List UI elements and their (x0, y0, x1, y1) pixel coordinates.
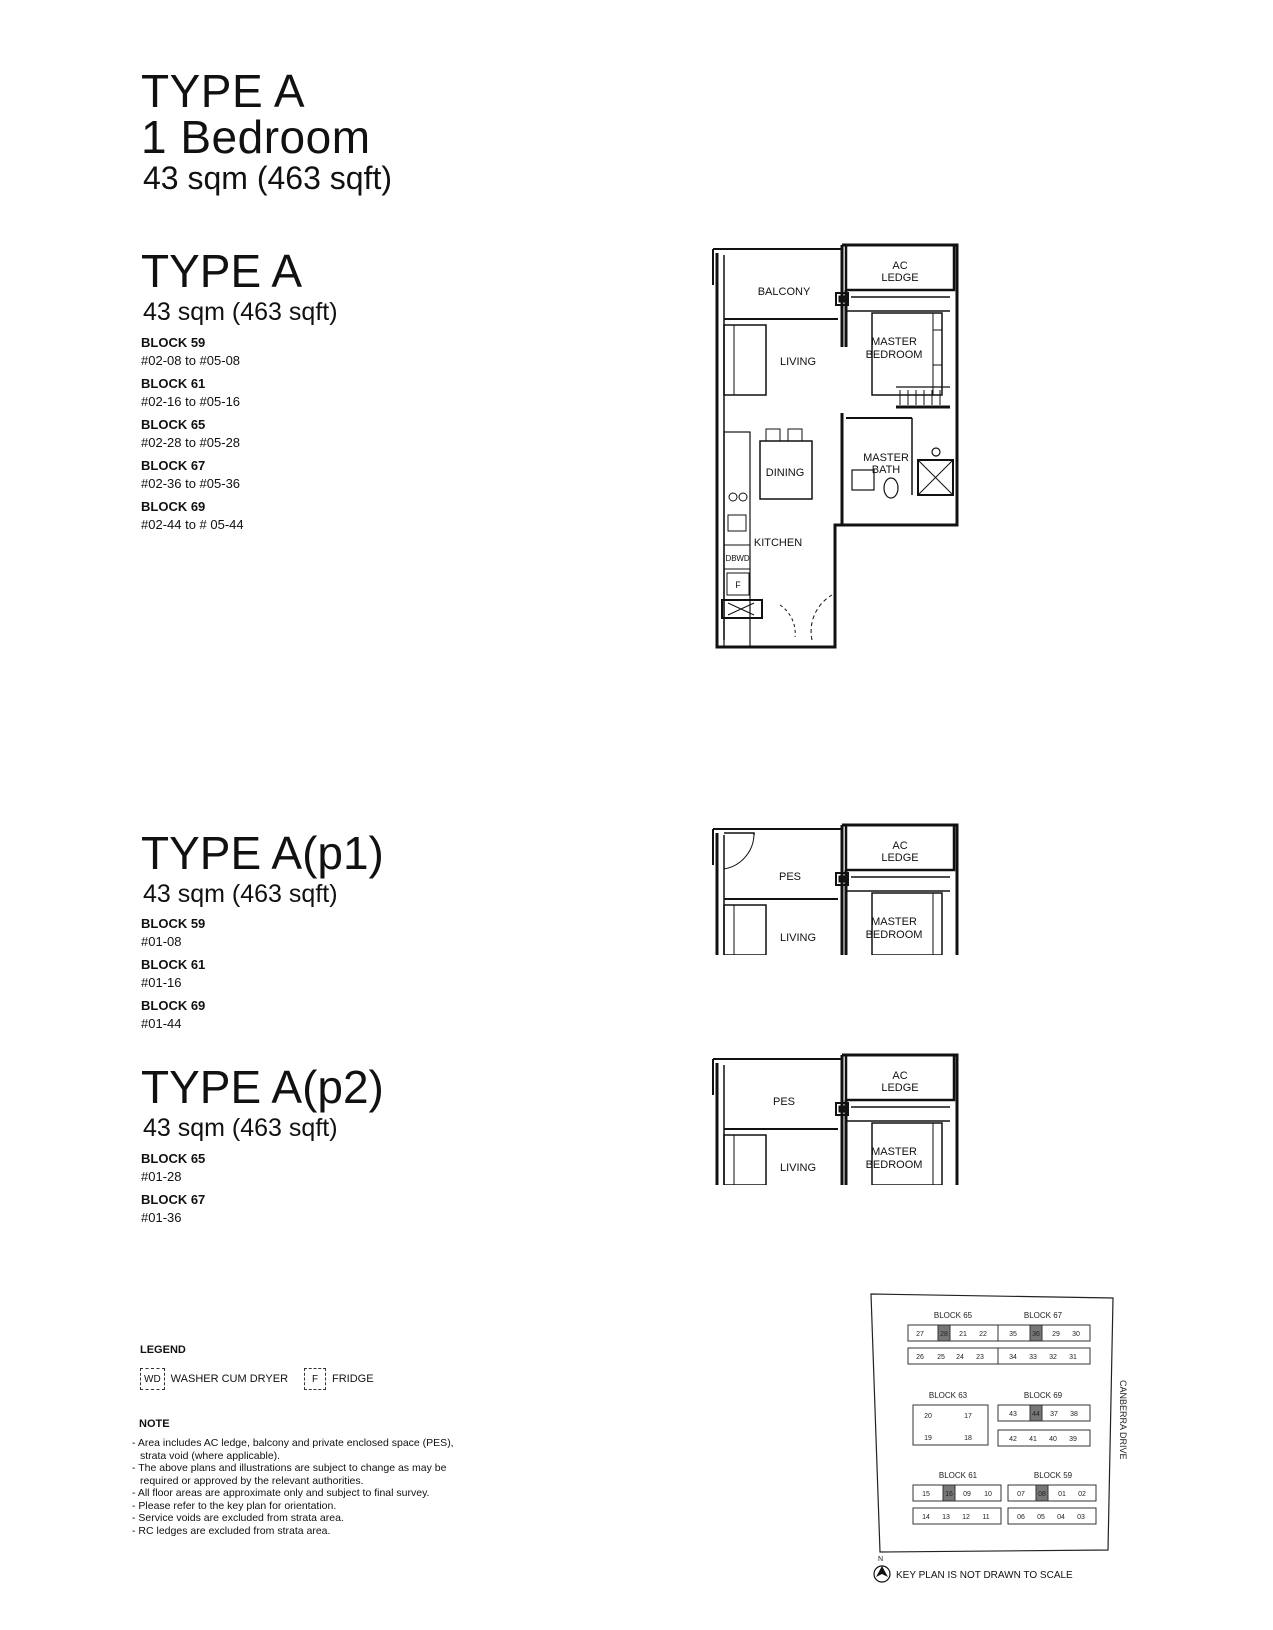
keyplan-unit: 42 (1009, 1436, 1017, 1443)
legend-symbol-wd: WD (140, 1368, 165, 1390)
keyplan-unit: 18 (964, 1435, 972, 1442)
keyplan-unit: 15 (922, 1491, 930, 1498)
plan-label-pes: PES (772, 1096, 796, 1108)
keyplan-unit: 01 (1058, 1491, 1066, 1498)
north-arrow-icon (874, 1566, 890, 1582)
note-item: - All floor areas are approximate only and subject to final survey. (132, 1487, 430, 1499)
keyplan-unit: 43 (1009, 1411, 1017, 1418)
header-area: 43 sqm (463 sqft) (143, 160, 392, 196)
plan-label-bedroom: BEDROOM (865, 349, 923, 361)
keyplan-unit: 32 (1049, 1354, 1057, 1361)
note-item: - Area includes AC ledge, balcony and private enclosed space (PES), strata void (where applicable). (132, 1437, 454, 1462)
unit-range: #01-28 (141, 1169, 182, 1184)
plan-label-bedroom: BEDROOM (865, 1159, 923, 1171)
keyplan-unit: 12 (962, 1514, 970, 1521)
floor-plan-type-a (700, 235, 970, 655)
legend-label: FRIDGE (332, 1373, 374, 1385)
keyplan-block-label: BLOCK 69 (1023, 1391, 1063, 1400)
block-label: BLOCK 65 (141, 417, 206, 432)
keyplan-block-label: BLOCK 65 (933, 1311, 973, 1320)
floor-plan-type-a-p2 (700, 1045, 970, 1185)
section-title: TYPE A (141, 245, 303, 297)
keyplan-unit: 20 (924, 1413, 932, 1420)
legend-row (140, 1368, 374, 1390)
keyplan-unit: 26 (916, 1354, 924, 1361)
keyplan-unit: 37 (1050, 1411, 1058, 1418)
plan-label-living: LIVING (779, 356, 817, 368)
keyplan-unit: 31 (1069, 1354, 1077, 1361)
block-label: BLOCK 65 (141, 1151, 206, 1166)
keyplan-unit: 28 (940, 1331, 948, 1338)
plan-label-ac: AC (892, 840, 908, 852)
keyplan-unit: 03 (1077, 1514, 1085, 1521)
north-label: N (878, 1556, 884, 1563)
block-label: BLOCK 59 (141, 335, 206, 350)
plan-label-ledge: LEDGE (881, 272, 919, 284)
keyplan-unit: 27 (916, 1331, 924, 1338)
keyplan-unit: 11 (982, 1514, 990, 1521)
legend-title: LEGEND (140, 1344, 186, 1356)
plan-label-ledge: LEDGE (881, 1082, 919, 1094)
plan-label-fridge: F (735, 580, 741, 590)
note-item: - Please refer to the key plan for orientation. (132, 1499, 337, 1512)
unit-range: #02-36 to #05-36 (141, 476, 241, 491)
block-label: BLOCK 67 (141, 1192, 206, 1207)
keyplan-unit: 39 (1069, 1436, 1077, 1443)
block-label: BLOCK 69 (141, 998, 206, 1013)
plan-label-living: LIVING (779, 1162, 817, 1174)
unit-range: #02-16 to #05-16 (141, 394, 241, 409)
keyplan-unit: 29 (1052, 1331, 1060, 1338)
section-area: 43 sqm (463 sqft) (143, 1114, 338, 1142)
keyplan-unit: 21 (959, 1331, 967, 1338)
floor-plan-type-a-p1 (700, 815, 970, 955)
road-label: CANBERRA DRIVE (1118, 1380, 1128, 1460)
key-plan (868, 1290, 1133, 1600)
section-title: TYPE A(p2) (141, 1061, 384, 1113)
keyplan-unit: 23 (976, 1354, 984, 1361)
keyplan-block-label: BLOCK 59 (1033, 1471, 1073, 1480)
note-item: - The above plans and illustrations are subject to change as may be required or approved by the relevant authorities. (132, 1462, 447, 1487)
keyplan-unit: 10 (984, 1491, 992, 1498)
keyplan-unit: 33 (1029, 1354, 1037, 1361)
block-label: BLOCK 67 (141, 458, 206, 473)
plan-label-bedroom: BEDROOM (865, 929, 923, 941)
keyplan-unit: 05 (1037, 1514, 1045, 1521)
plan-label-dining: DINING (765, 467, 805, 479)
plan-label-balcony: BALCONY (757, 286, 811, 298)
unit-range: #01-16 (141, 975, 182, 990)
plan-label-kitchen: KITCHEN (753, 537, 803, 549)
keyplan-unit: 06 (1017, 1514, 1025, 1521)
keyplan-unit: 30 (1072, 1331, 1080, 1338)
block-label: BLOCK 61 (141, 957, 206, 972)
block-list (141, 1152, 205, 1224)
section-title: TYPE A(p1) (141, 827, 384, 879)
block-label: BLOCK 59 (141, 916, 206, 931)
plan-label-master: MASTER (863, 452, 909, 464)
keyplan-unit: 34 (1009, 1354, 1017, 1361)
keyplan-unit: 13 (942, 1514, 950, 1521)
block-list (141, 336, 244, 531)
keyplan-block-label: BLOCK 63 (928, 1391, 968, 1400)
keyplan-unit: 24 (956, 1354, 964, 1361)
keyplan-unit: 04 (1057, 1514, 1065, 1521)
plan-label-master: MASTER (871, 916, 917, 928)
keyplan-unit: 08 (1038, 1491, 1046, 1498)
unit-range: #01-08 (141, 934, 182, 949)
plan-label-master: MASTER (871, 336, 917, 348)
plan-label-ledge: LEDGE (881, 852, 919, 864)
keyplan-unit: 35 (1009, 1331, 1017, 1338)
plan-label-living: LIVING (779, 932, 817, 944)
keyplan-unit: 38 (1070, 1411, 1078, 1418)
keyplan-unit: 41 (1029, 1436, 1037, 1443)
section-area: 43 sqm (463 sqft) (143, 880, 338, 908)
unit-type-title: TYPE A (141, 65, 306, 117)
keyplan-unit: 09 (963, 1491, 971, 1498)
unit-range: #01-36 (141, 1210, 182, 1225)
keyplan-unit: 16 (945, 1491, 953, 1498)
plan-label-ac: AC (892, 260, 908, 272)
keyplan-unit: 02 (1078, 1491, 1086, 1498)
note-list (132, 1437, 477, 1537)
unit-range: #01-44 (141, 1016, 182, 1031)
keyplan-unit: 40 (1049, 1436, 1057, 1443)
unit-range: #02-28 to #05-28 (141, 435, 241, 450)
keyplan-unit: 36 (1032, 1331, 1040, 1338)
plan-label-ac: AC (892, 1070, 908, 1082)
unit-range: #02-44 to # 05-44 (141, 517, 244, 532)
keyplan-block-label: BLOCK 61 (938, 1471, 978, 1480)
plan-label-pes: PES (778, 871, 802, 883)
keyplan-unit: 22 (979, 1331, 987, 1338)
keyplan-caption: KEY PLAN IS NOT DRAWN TO SCALE (896, 1570, 1073, 1581)
legend-label: WASHER CUM DRYER (170, 1373, 289, 1385)
legend-symbol-fridge: F (304, 1368, 326, 1390)
keyplan-unit: 19 (924, 1435, 932, 1442)
note-item: - Service voids are excluded from strata area. (132, 1512, 344, 1524)
keyplan-unit: 17 (964, 1413, 972, 1420)
plan-label-db: DB (725, 554, 737, 563)
unit-range: #02-08 to #05-08 (141, 353, 241, 368)
block-label: BLOCK 69 (141, 499, 206, 514)
keyplan-unit: 07 (1017, 1491, 1025, 1498)
plan-label-wd: WD (736, 554, 750, 563)
plan-label-bath: BATH (871, 464, 901, 476)
keyplan-block-label: BLOCK 67 (1023, 1311, 1063, 1320)
note-title: NOTE (139, 1418, 170, 1430)
keyplan-unit: 44 (1032, 1411, 1040, 1418)
note-item: - RC ledges are excluded from strata area. (132, 1524, 331, 1537)
bedroom-count: 1 Bedroom (141, 111, 371, 163)
block-label: BLOCK 61 (141, 376, 206, 391)
section-area: 43 sqm (463 sqft) (143, 298, 338, 326)
plan-label-master: MASTER (871, 1146, 917, 1158)
keyplan-unit: 25 (937, 1354, 945, 1361)
keyplan-unit: 14 (922, 1514, 930, 1521)
block-list (141, 917, 205, 1030)
